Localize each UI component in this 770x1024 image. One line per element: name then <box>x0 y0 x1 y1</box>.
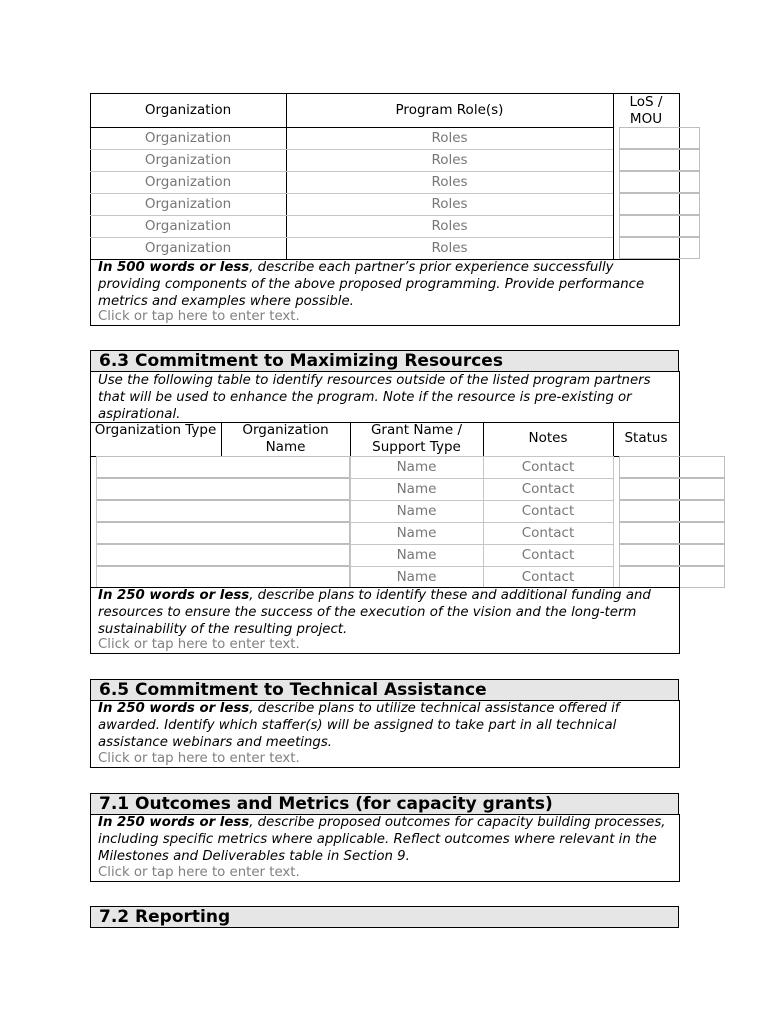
resource-notes-field[interactable]: Contact <box>521 569 575 585</box>
col-header-los-mou: LoS / MOU <box>629 94 663 127</box>
resource-notes-field[interactable]: Contact <box>521 525 575 541</box>
partner-organization-field[interactable]: Organization <box>144 152 232 168</box>
prompt-text: , describe each partner’s prior experience successfully providing components of the above proposed programming. Provide performance metrics and examples where possible. <box>98 260 645 309</box>
section-title-7-1: 7.1 Outcomes and Metrics (for capacity grants) <box>90 793 679 815</box>
section-title-6-5: 6.5 Commitment to Technical Assistance <box>90 679 679 701</box>
resource-status-field[interactable] <box>619 566 725 588</box>
divider <box>483 456 484 587</box>
prompt-bold: In 250 words or less <box>98 701 250 716</box>
resource-notes-field[interactable]: Contact <box>521 481 575 497</box>
partner-organization-field[interactable]: Organization <box>144 240 232 256</box>
partner-organization-field[interactable]: Organization <box>144 130 232 146</box>
resource-notes-field[interactable]: Contact <box>521 503 575 519</box>
partner-organization-field[interactable]: Organization <box>144 218 232 234</box>
los-mou-checkbox[interactable] <box>619 127 700 149</box>
resource-status-field[interactable] <box>619 478 725 500</box>
divider <box>90 237 613 238</box>
prompt-bold: In 250 words or less <box>98 588 250 603</box>
partner-role-field[interactable]: Roles <box>431 152 468 168</box>
resource-status-field[interactable] <box>619 544 725 566</box>
col-header-grant-name: Grant Name / Support Type <box>370 422 463 455</box>
los-mou-checkbox[interactable] <box>619 149 700 171</box>
section-6-3-prompt <box>98 587 670 638</box>
section-title-7-2: 7.2 Reporting <box>90 906 679 928</box>
partner-role-field[interactable]: Roles <box>431 196 468 212</box>
section-6-3-intro: Use the following table to identify resources outside of the listed program partners that will be used to enhance the program. Note if the resource is pre-existing or aspirational. <box>98 373 651 422</box>
col-header-organization: Organization <box>144 102 232 118</box>
prompt-text: , describe plans to identify these and additional funding and resources to ensure the success of the execution of the vision and the long-term sustainability of the resulting project. <box>98 588 651 637</box>
resource-grant-name-field[interactable]: Name <box>396 525 437 541</box>
section-7-1-prompt <box>98 814 670 865</box>
prompt-text: , describe plans to utilize technical assistance offered if awarded. Identify which staffer(s) will be assigned to take part in all technical assistance webinars and meetings. <box>98 701 620 750</box>
resource-grant-name-field[interactable]: Name <box>396 569 437 585</box>
divider <box>90 193 613 194</box>
col-header-organization-type: Organization Type <box>94 422 217 438</box>
divider <box>90 171 613 172</box>
divider <box>90 127 613 128</box>
partner-experience-prompt <box>98 259 670 310</box>
los-mou-checkbox[interactable] <box>619 171 700 193</box>
resource-organization-field[interactable] <box>96 456 350 478</box>
partner-role-field[interactable]: Roles <box>431 130 468 146</box>
divider <box>613 456 614 587</box>
resource-organization-field[interactable] <box>96 522 350 544</box>
partner-organization-field[interactable]: Organization <box>144 174 232 190</box>
resource-grant-name-field[interactable]: Name <box>396 547 437 563</box>
partner-role-field[interactable]: Roles <box>431 218 468 234</box>
col-header-status: Status <box>624 430 668 446</box>
los-mou-checkbox[interactable] <box>619 237 700 259</box>
resource-status-field[interactable] <box>619 522 725 544</box>
divider <box>90 149 613 150</box>
resource-grant-name-field[interactable]: Name <box>396 459 437 475</box>
section-title-6-3: 6.3 Commitment to Maximizing Resources <box>90 350 679 372</box>
partner-role-field[interactable]: Roles <box>431 240 468 256</box>
partner-role-field[interactable]: Roles <box>431 174 468 190</box>
resource-status-field[interactable] <box>619 456 725 478</box>
resource-organization-field[interactable] <box>96 544 350 566</box>
resource-grant-name-field[interactable]: Name <box>396 481 437 497</box>
los-mou-checkbox[interactable] <box>619 193 700 215</box>
partner-experience-text-field[interactable]: Click or tap here to enter text. <box>98 309 300 324</box>
col-header-notes: Notes <box>528 430 568 446</box>
section-6-5-text-field[interactable]: Click or tap here to enter text. <box>98 751 300 766</box>
prompt-bold: In 250 words or less <box>98 815 250 830</box>
partner-organization-field[interactable]: Organization <box>144 196 232 212</box>
prompt-text: , describe proposed outcomes for capacity building processes, including specific metrics where applicable. Reflect outcomes where relevant in the Milestones and Deliverables table in Section 9. <box>98 815 666 864</box>
resource-notes-field[interactable]: Contact <box>521 547 575 563</box>
divider <box>96 456 97 587</box>
section-7-1-text-field[interactable]: Click or tap here to enter text. <box>98 865 300 880</box>
prompt-bold: In 500 words or less <box>98 260 250 275</box>
col-header-organization-name: Organization Name <box>242 422 329 455</box>
section-6-3-text-field[interactable]: Click or tap here to enter text. <box>98 637 300 652</box>
resource-organization-field[interactable] <box>96 500 350 522</box>
section-6-5-prompt <box>98 700 670 751</box>
resource-status-field[interactable] <box>619 500 725 522</box>
los-mou-checkbox[interactable] <box>619 215 700 237</box>
resource-organization-field[interactable] <box>96 566 350 588</box>
divider <box>90 215 613 216</box>
divider <box>350 456 351 587</box>
resource-organization-field[interactable] <box>96 478 350 500</box>
resource-grant-name-field[interactable]: Name <box>396 503 437 519</box>
resource-notes-field[interactable]: Contact <box>521 459 575 475</box>
col-header-program-roles: Program Role(s) <box>395 102 504 118</box>
